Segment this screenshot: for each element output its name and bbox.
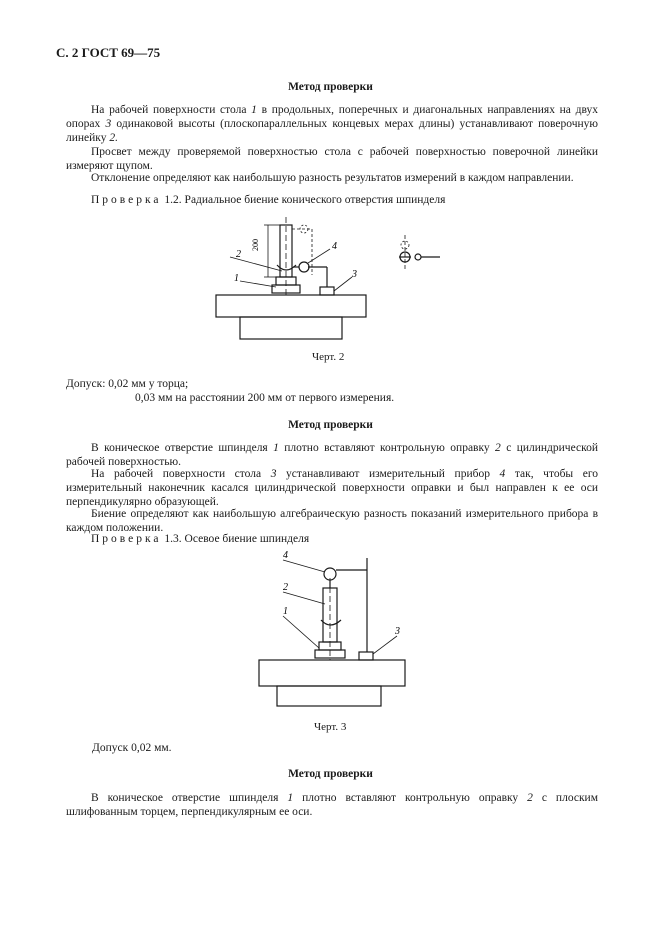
section-heading-1: Метод проверки (288, 81, 373, 93)
check-1-3-line: Проверка 1.3. Осевое биение шпинделя (91, 533, 310, 545)
label-4: 4 (332, 241, 337, 252)
paragraph-7: В коническое отверстие шпинделя 1 плотно вставляют контрольную оправку 2 с плоским шлифованным торцем, перпендикулярным ее оси. (66, 792, 598, 818)
section-heading-3: Метод проверки (288, 768, 373, 780)
table-base (277, 686, 381, 706)
dimension-200: 200 (251, 239, 260, 251)
table-top (259, 660, 405, 686)
label-1: 1 (283, 606, 288, 617)
paragraph-4: В коническое отверстие шпинделя 1 плотно вставляют контрольную оправку 2 с цилиндрической рабочей поверхностью. (66, 442, 598, 468)
figure-3-caption: Черт. 3 (314, 721, 347, 733)
paragraph-3: Отклонение определяют как наибольшую разность результатов измерений в каждом направлении. (91, 172, 574, 184)
figure-2-diagram (200, 215, 450, 345)
page-header: С. 2 ГОСТ 69—75 (56, 45, 161, 60)
label-3: 3 (395, 626, 400, 637)
label-4: 4 (283, 550, 288, 561)
paragraph-1: На рабочей поверхности стола 1 в продольных, поперечных и диагональных направлениях на двух опорах 3 одинаковой высоты (плоскопараллельных концевых мерах длины) устанавливают поверочную линейку 2. (66, 104, 598, 144)
table-top (216, 295, 366, 317)
figure-3-diagram (255, 548, 415, 708)
label-2: 2 (236, 249, 241, 260)
label-3: 3 (352, 269, 357, 280)
table-base (240, 317, 342, 339)
check-1-2-line: Проверка 1.2. Радиальное биение конического отверстия шпинделя (91, 194, 446, 206)
tolerance-1-3: Допуск 0,02 мм. (92, 742, 172, 754)
section-heading-2: Метод проверки (288, 419, 373, 431)
indicator-dial (299, 262, 309, 272)
label-1: 1 (234, 273, 239, 284)
tolerance-1-2-line2: 0,03 мм на расстоянии 200 мм от первого измерения. (135, 392, 395, 404)
figure-2-caption: Черт. 2 (312, 351, 345, 363)
tolerance-1-2-line1: Допуск: 0,02 мм у торца; (66, 378, 189, 390)
paragraph-2: Просвет между проверяемой поверхностью стола с рабочей поверхностью поверочной линейки измеряют щупом. (66, 146, 598, 172)
paragraph-5: На рабочей поверхности стола 3 устанавливают измерительный прибор 4 так, чтобы его измерительный наконечник касался цилиндрической поверхности оправки и был направлен к ее оси перпендикулярно образующей. (66, 468, 599, 508)
paragraph-6: Биение определяют как наибольшую алгебраическую разность показаний измерительного прибора в каждом положении. (66, 508, 598, 534)
label-2: 2 (283, 582, 288, 593)
